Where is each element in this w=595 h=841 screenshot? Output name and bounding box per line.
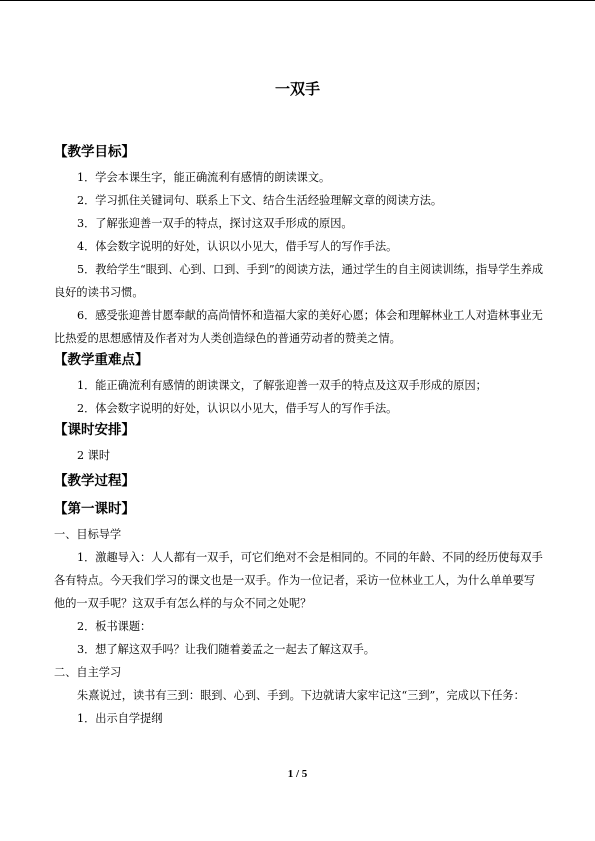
- schedule-text: 2 课时: [77, 449, 111, 462]
- goal-item: 2．学习抓住关键词句、联系上下文、结合生活经验理解文章的阅读方法。: [77, 194, 443, 207]
- goal-item: 1．学会本课生字，能正确流利有感情的朗读课文。: [77, 171, 331, 184]
- lesson-item: 2．板书课题：: [77, 620, 152, 633]
- part-title-self-study: 二、自主学习: [54, 666, 122, 679]
- goal-item: 3．了解张迎善一双手的特点，探讨这双手形成的原因。: [77, 217, 353, 230]
- lesson-item: 1．出示自学提纲: [77, 712, 163, 725]
- lesson-item: 朱熹说过，读书有三到：眼到、心到、手到。下边就请大家牢记这“三到”，完成以下任务：: [77, 689, 525, 702]
- lesson-item: 3．想了解这双手吗？让我们随着姜孟之一起去了解这双手。: [77, 643, 375, 656]
- section-heading-schedule: 【课时安排】: [54, 422, 135, 438]
- goal-item: 4．体会数字说明的好处，认识以小见大，借手写人的写作手法。: [77, 240, 398, 253]
- section-heading-process: 【教学过程】: [54, 473, 135, 489]
- section-heading-keypoints: 【教学重难点】: [54, 352, 149, 368]
- part-title-goal-guide: 一、目标导学: [54, 528, 122, 541]
- lesson-item: 1．激趣导入：人人都有一双手，可它们绝对不会是相同的。不同的年龄、不同的经历使每双手各有特点。今天我们学习的课文也是一双手。作为一位记者，采访一位林业工人，为什么单单要写他的一双手呢？这双手有怎么样的与众不同之处呢？: [54, 551, 543, 610]
- goal-item: 6．感受张迎善甘愿奉献的高尚情怀和造福大家的美好心愿；体会和理解林业工人对造林事业无比热爱的思想感情及作者对为人类创造绿色的普通劳动者的赞美之情。: [54, 309, 543, 345]
- keypoint-item: 2．体会数字说明的好处，认识以小见大，借手写人的写作手法。: [77, 402, 398, 415]
- section-heading-goals: 【教学目标】: [54, 144, 135, 160]
- document-body: [54, 142, 544, 730]
- document-title: 一双手: [274, 80, 320, 98]
- top-rule: [0, 0, 595, 1]
- keypoint-item: 1．能正确流利有感情的朗读课文，了解张迎善一双手的特点及这双手形成的原因；: [77, 379, 487, 392]
- section-heading-lesson1: 【第一课时】: [54, 501, 135, 517]
- page-number: 1 / 5: [287, 768, 308, 780]
- goal-item: 5．教给学生“眼到、心到、口到、手到”的阅读方法，通过学生的自主阅读训练，指导学生养成良好的读书习惯。: [54, 263, 544, 299]
